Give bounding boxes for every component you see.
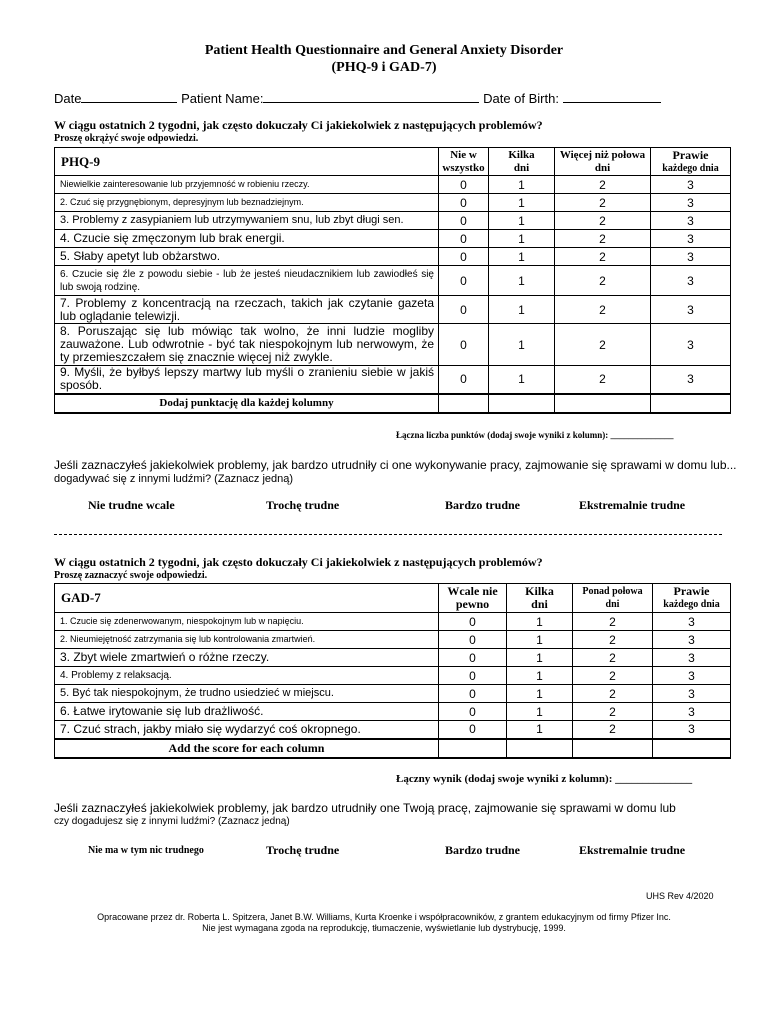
phq9-sum-col2[interactable] [555,394,651,413]
score-option[interactable]: 2 [555,266,651,296]
score-option[interactable]: 2 [573,667,653,685]
gad7-option-not-difficult[interactable]: Nie ma w tym nic trudnego [88,845,204,856]
table-row [55,194,731,212]
score-option[interactable]: 0 [439,667,507,685]
score-option[interactable]: 3 [651,266,731,296]
section-divider [54,534,722,535]
score-option[interactable]: 2 [573,685,653,703]
score-option[interactable]: 1 [489,212,555,230]
phq9-header-name: PHQ-9 [55,148,439,176]
phq9-sum-col3[interactable] [651,394,731,413]
phq9-option-somewhat[interactable]: Trochę trudne [266,498,340,512]
score-option[interactable]: 3 [651,176,731,194]
date-label: Date [54,91,82,106]
gad7-sum-col3[interactable] [653,739,731,758]
table-row [55,212,731,230]
dob-label: Date of Birth: [483,91,559,106]
phq9-sum-col0[interactable] [439,394,489,413]
table-row [55,248,731,266]
score-option[interactable]: 3 [651,366,731,394]
footer-credit-2: Nie jest wymagana zgoda na reprodukcję, tłumaczenie, wyświetlanie lub dystrybucję, 1999. [202,923,566,933]
table-row [55,667,731,685]
phq9-option-extremely[interactable]: Ekstremalnie trudne [579,498,686,512]
score-option[interactable]: 3 [653,631,731,649]
score-option[interactable]: 1 [489,194,555,212]
score-option[interactable]: 2 [573,649,653,667]
patient-name-field[interactable] [263,90,479,103]
phq9-item-1: Niewielkie zainteresowanie lub przyjemność w robieniu rzeczy. [55,176,439,194]
table-row [55,685,731,703]
gad7-item-2: 2. Nieumiejętność zatrzymania się lub kontrolowania zmartwień. [55,631,439,649]
score-option[interactable]: 0 [439,649,507,667]
phq9-difficulty-question [54,458,754,486]
phq9-header-col3-line2: każdego dnia [662,162,719,174]
gad7-intro: W ciągu ostatnich 2 tygodni, jak często dokuczały Ci jakiekolwiek z następujących problemów? [54,555,543,569]
table-row [55,366,731,394]
phq9-item-9: 9. Myśli, że byłbyś lepszy martwy lub myśli o zranieniu siebie w jakiś sposób. [55,366,439,394]
score-option[interactable]: 2 [555,176,651,194]
score-option[interactable]: 0 [439,176,489,194]
score-option[interactable]: 0 [439,212,489,230]
score-option[interactable]: 2 [573,613,653,631]
gad7-item-5: 5. Być tak niespokojnym, że trudno usiedzieć w miejscu. [55,685,439,703]
gad7-item-6: 6. Łatwe irytowanie się lub drażliwość. [55,703,439,721]
phq9-header-col2: Więcej niż połowa dni [555,148,651,176]
score-option[interactable]: 0 [439,613,507,631]
phq9-header-row [55,148,731,176]
score-option[interactable]: 2 [555,366,651,394]
phq9-sum-col1[interactable] [489,394,555,413]
table-row [55,649,731,667]
score-option[interactable]: 1 [507,721,573,739]
gad7-difficulty-line2: czy dogadujesz się z innymi ludźmi? (Zaznacz jedną) [54,816,290,827]
table-row [55,266,731,296]
score-option[interactable]: 0 [439,230,489,248]
table-row [55,631,731,649]
score-option[interactable]: 1 [489,176,555,194]
score-option[interactable]: 2 [555,230,651,248]
score-option[interactable]: 1 [507,667,573,685]
table-row [55,176,731,194]
table-row [55,230,731,248]
phq9-item-5: 5. Słaby apetyt lub obżarstwo. [55,248,439,266]
score-option[interactable]: 3 [651,194,731,212]
score-option[interactable]: 3 [653,685,731,703]
gad7-header-name: GAD-7 [55,584,439,613]
score-option[interactable]: 3 [653,667,731,685]
score-option[interactable]: 0 [439,703,507,721]
score-option[interactable]: 2 [555,324,651,366]
phq9-item-3: 3. Problemy z zasypianiem lub utrzymywaniem snu, lub zbyt długi sen. [55,212,439,230]
page-subtitle: (PHQ-9 i GAD-7) [331,60,437,75]
table-row [55,721,731,739]
score-option[interactable]: 0 [439,324,489,366]
gad7-total: Łączny wynik (dodaj swoje wyniki z kolumn): ______________ [396,773,693,785]
gad7-item-7: 7. Czuć strach, jakby miało się wydarzyć coś okropnego. [55,721,439,739]
score-option[interactable]: 0 [439,296,489,324]
phq9-item-6: 6. Czucie się źle z powodu siebie - lub że jesteś nieudacznikiem lub zawiodłeś się lub swoją rodzinę. [55,266,439,296]
gad7-sum-col0[interactable] [439,739,507,758]
score-option[interactable]: 3 [651,324,731,366]
score-option[interactable]: 0 [439,366,489,394]
score-option[interactable]: 2 [573,631,653,649]
gad7-item-3: 3. Zbyt wiele zmartwień o różne rzeczy. [55,649,439,667]
score-option[interactable]: 0 [439,248,489,266]
score-option[interactable]: 3 [651,212,731,230]
gad7-header-col2: Ponad połowa dni [573,584,653,613]
gad7-sum-col2[interactable] [573,739,653,758]
page-title: Patient Health Questionnaire and General Anxiety Disorder [204,43,564,58]
score-option[interactable]: 3 [653,649,731,667]
score-option[interactable]: 2 [555,296,651,324]
dob-field[interactable] [563,90,661,103]
score-option[interactable]: 1 [507,613,573,631]
score-option[interactable]: 1 [489,296,555,324]
gad7-item-4: 4. Problemy z relaksacją. [55,667,439,685]
gad7-table [54,583,731,759]
gad7-sum-label: Add the score for each column [55,739,439,758]
revision-label: UHS Rev 4/2020 [646,891,714,901]
phq9-header-col0: Nie w wszystko [439,148,489,176]
gad7-instruction: Proszę zaznaczyć swoje odpowiedzi. [54,570,208,581]
score-option[interactable]: 3 [653,613,731,631]
phq9-header-col3 [651,148,731,176]
score-option[interactable]: 1 [507,631,573,649]
phq9-sum-label: Dodaj punktację dla każdej kolumny [55,394,439,413]
score-option[interactable]: 1 [507,685,573,703]
footer-credit-1: Opracowane przez dr. Roberta L. Spitzera, Janet B.W. Williams, Kurta Kroenke i współpracowników, z grantem edukacyjnym od firmy Pfizer Inc. [97,912,671,922]
phq9-intro: W ciągu ostatnich 2 tygodni, jak często dokuczały Ci jakiekolwiek z następujących problemów? [54,118,543,132]
phq9-difficulty-line1: Jeśli zaznaczyłeś jakiekolwiek problemy, jak bardzo utrudniły ci one wykonywanie pracy, zajmowanie się sprawami w domu lub... [54,458,737,472]
gad7-sum-col1[interactable] [507,739,573,758]
score-option[interactable]: 3 [653,703,731,721]
score-option[interactable]: 2 [573,721,653,739]
score-option[interactable]: 1 [489,266,555,296]
gad7-difficulty-question [54,801,754,829]
score-option[interactable]: 1 [507,703,573,721]
gad7-option-very[interactable]: Bardzo trudne [445,843,520,857]
phq9-option-very[interactable]: Bardzo trudne [445,498,520,512]
gad7-sum-row [55,739,731,758]
phq9-item-4: 4. Czucie się zmęczonym lub brak energii. [55,230,439,248]
gad7-header-col3-line2: każdego dnia [663,599,720,610]
gad7-header-row [55,584,731,613]
gad7-header-col3-line1: Prawie [673,584,710,598]
phq9-instruction: Proszę okrążyć swoje odpowiedzi. [54,133,199,144]
score-option[interactable]: 1 [489,366,555,394]
score-option[interactable]: 3 [651,296,731,324]
phq9-header-col3-line1: Prawie [672,147,709,162]
phq9-item-7: 7. Problemy z koncentracją na rzeczach, takich jak czytanie gazeta lub oglądanie telewizji. [55,296,439,324]
score-option[interactable]: 2 [555,212,651,230]
score-option[interactable]: 2 [555,248,651,266]
patient-info-line [54,90,661,106]
score-option[interactable]: 0 [439,631,507,649]
table-row [55,296,731,324]
score-option[interactable]: 2 [555,194,651,212]
phq9-header-col1: Kilka dni [489,148,555,176]
score-option[interactable]: 1 [489,324,555,366]
phq9-item-8: 8. Poruszając się lub mówiąc tak wolno, że inni ludzie mogliby zauważone. Lub odwrotnie - być tak niespokojnym lub nerwowym, że ty przemieszczałem się znacznie więcej niż zwykle. [55,324,439,366]
score-option[interactable]: 0 [439,721,507,739]
score-option[interactable]: 1 [507,649,573,667]
table-row [55,613,731,631]
gad7-header-col1: Kilka dni [507,584,573,613]
phq9-total: Łączna liczba punktów (dodaj swoje wyniki z kolumn): ______________ [396,430,674,440]
patient-name-label: Patient Name: [181,91,264,106]
gad7-difficulty-line1: Jeśli zaznaczyłeś jakiekolwiek problemy, jak bardzo utrudniły one Twoją pracę, zajmowanie się sprawami w domu lub [54,801,676,815]
phq9-item-2: 2. Czuć się przygnębionym, depresyjnym lub beznadziejnym. [55,194,439,212]
phq9-difficulty-line2: dogadywać się z innymi ludźmi? (Zaznacz jedną) [54,473,294,485]
score-option[interactable]: 0 [439,266,489,296]
score-option[interactable]: 0 [439,685,507,703]
gad7-option-somewhat[interactable]: Trochę trudne [266,843,340,857]
score-option[interactable]: 1 [489,248,555,266]
score-option[interactable]: 0 [439,194,489,212]
gad7-header-col0: Wcale nie pewno [439,584,507,613]
score-option[interactable]: 3 [653,721,731,739]
phq9-sum-row [55,394,731,413]
gad7-option-extremely[interactable]: Ekstremalnie trudne [579,843,686,857]
score-option[interactable]: 3 [651,248,731,266]
phq9-table [54,147,731,414]
gad7-item-1: 1. Czucie się zdenerwowanym, niespokojnym lub w napięciu. [55,613,439,631]
table-row [55,703,731,721]
score-option[interactable]: 1 [489,230,555,248]
score-option[interactable]: 2 [573,703,653,721]
date-field[interactable] [81,90,177,103]
phq9-option-not-difficult[interactable]: Nie trudne wcale [88,498,175,512]
score-option[interactable]: 3 [651,230,731,248]
table-row [55,324,731,366]
gad7-header-col3 [653,584,731,613]
